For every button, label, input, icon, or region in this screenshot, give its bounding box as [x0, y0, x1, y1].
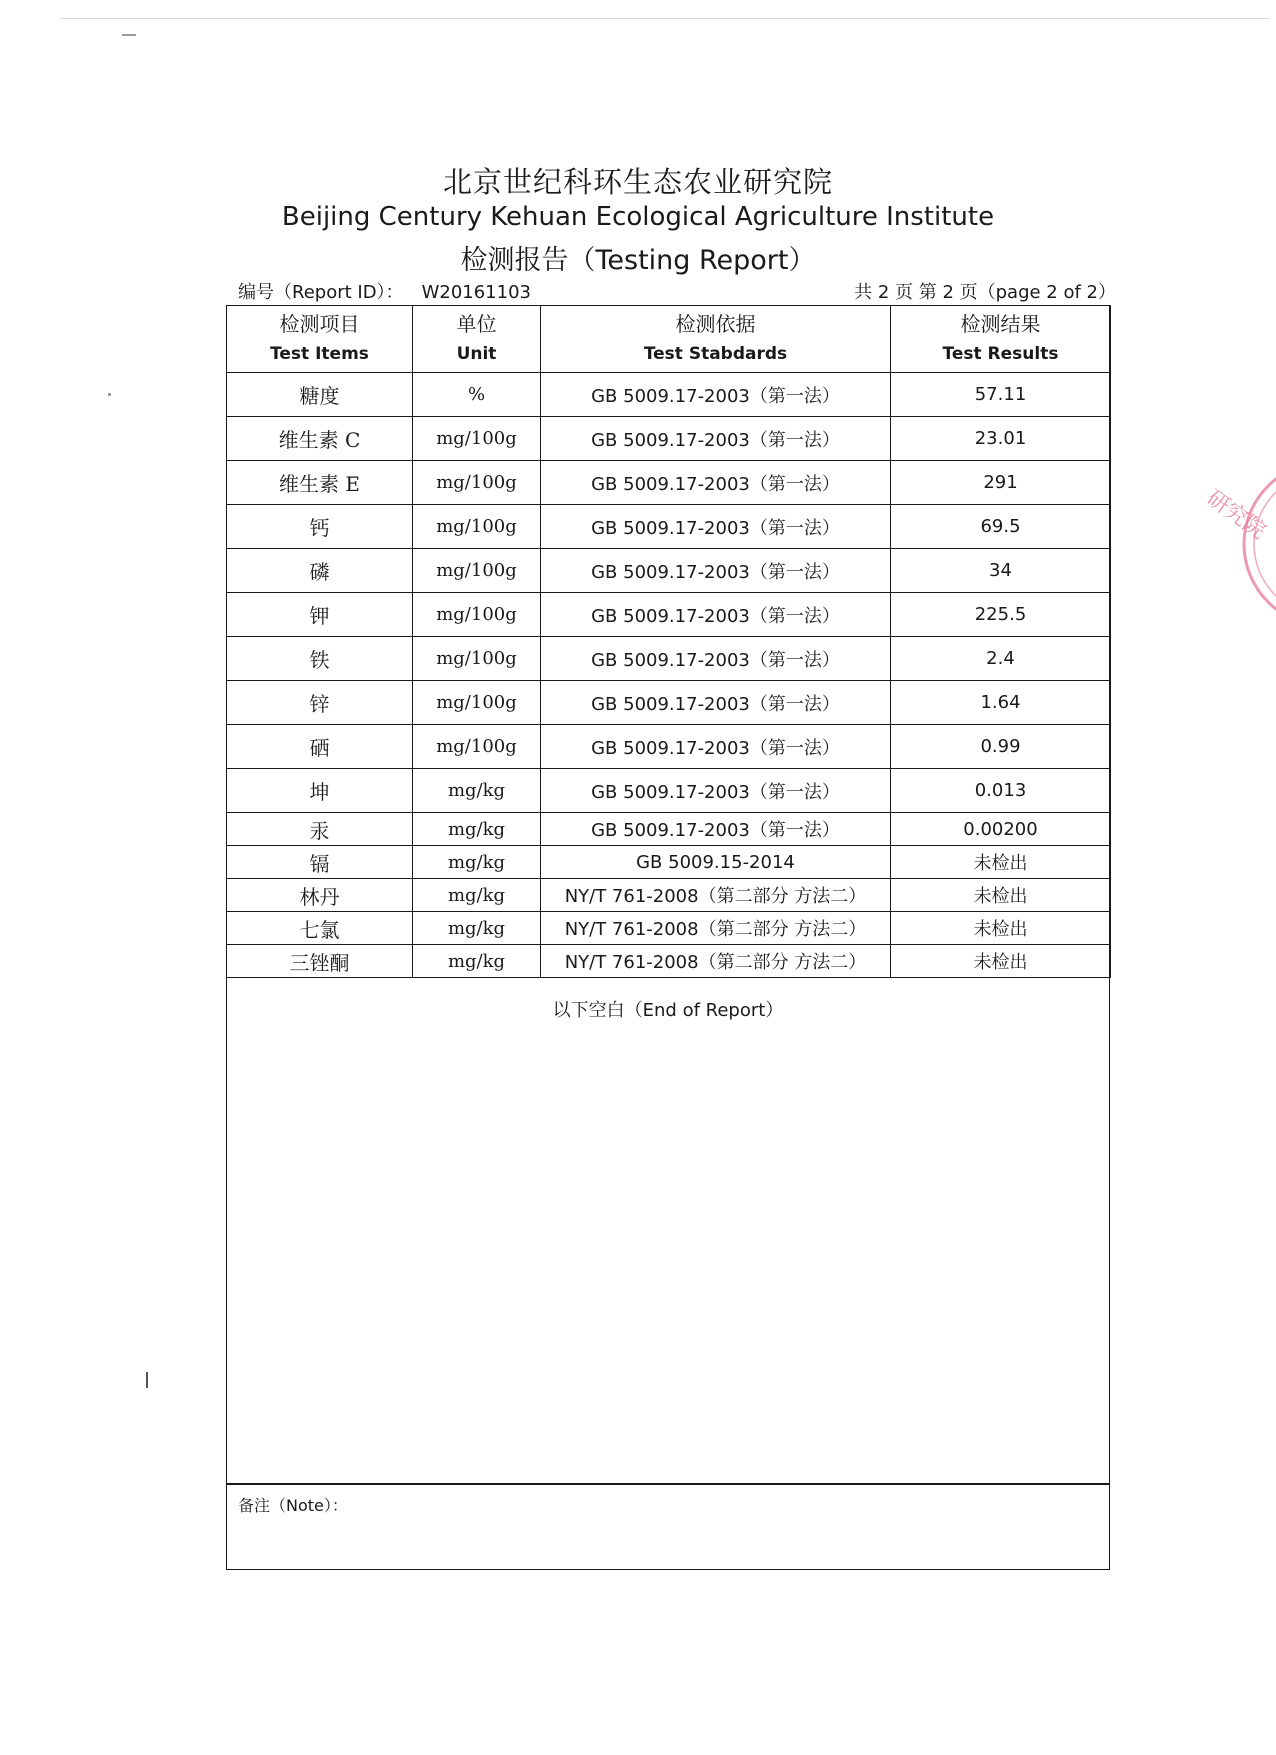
cell-standard: NY/T 761-2008（第二部分 方法二） [541, 879, 891, 912]
table-row [227, 505, 1111, 549]
report-id-value: W20161103 [421, 282, 531, 303]
cell-unit: mg/kg [413, 813, 541, 846]
cell-result: 0.013 [891, 769, 1111, 813]
institute-name-cn: 北京世纪科环生态农业研究院 [442, 165, 833, 199]
cell-standard: GB 5009.17-2003（第一法） [541, 417, 891, 461]
results-table [226, 305, 1111, 978]
cell-unit: mg/100g [413, 461, 541, 505]
header-en: Unit [456, 344, 497, 364]
note-divider [226, 1483, 1110, 1485]
cell-item: 铁 [227, 637, 413, 681]
official-seal [1196, 458, 1276, 630]
cell-unit: mg/100g [413, 637, 541, 681]
table-row [227, 813, 1111, 846]
note-label: 备注（Note）： [238, 1496, 348, 1515]
cell-standard: GB 5009.17-2003（第一法） [541, 681, 891, 725]
cell-item: 锌 [227, 681, 413, 725]
cell-unit: mg/100g [413, 417, 541, 461]
scan-speck [108, 393, 111, 396]
cell-result: 23.01 [891, 417, 1111, 461]
cell-item: 磷 [227, 549, 413, 593]
header-cn: 单位 [456, 312, 497, 336]
cell-standard: GB 5009.17-2003（第一法） [541, 505, 891, 549]
report-id [238, 278, 531, 304]
header-cn: 检测依据 [675, 312, 756, 336]
cell-item: 钾 [227, 593, 413, 637]
cell-unit: mg/100g [413, 681, 541, 725]
cell-result: 225.5 [891, 593, 1111, 637]
table-row [227, 593, 1111, 637]
cell-result: 291 [891, 461, 1111, 505]
cell-standard: GB 5009.17-2003（第一法） [541, 549, 891, 593]
header-unit [413, 306, 541, 373]
report-meta [238, 278, 1116, 304]
cell-result: 未检出 [891, 879, 1111, 912]
table-row [227, 681, 1111, 725]
cell-standard: GB 5009.17-2003（第一法） [541, 373, 891, 417]
scan-edge-line [60, 18, 1270, 19]
report-id-label: 编号（Report ID）： [238, 282, 404, 303]
cell-item: 汞 [227, 813, 413, 846]
cell-unit: mg/100g [413, 725, 541, 769]
header-en: Test Stabdards [643, 344, 788, 364]
cell-standard: GB 5009.15-2014 [541, 846, 891, 879]
cell-result: 1.64 [891, 681, 1111, 725]
table-row [227, 912, 1111, 945]
header-test-standards [541, 306, 891, 373]
cell-item: 钙 [227, 505, 413, 549]
institute-name-en: Beijing Century Kehuan Ecological Agriculture Institute [281, 202, 995, 232]
cell-result: 57.11 [891, 373, 1111, 417]
seal-ring-icon [1196, 458, 1276, 630]
cell-result: 34 [891, 549, 1111, 593]
report-title: 检测报告（Testing Report） [460, 245, 816, 276]
cell-standard: GB 5009.17-2003（第一法） [541, 769, 891, 813]
header-en: Test Results [942, 344, 1059, 364]
cell-standard: GB 5009.17-2003（第一法） [541, 461, 891, 505]
cell-unit: mg/100g [413, 593, 541, 637]
cell-result: 2.4 [891, 637, 1111, 681]
scan-speck [146, 1372, 148, 1388]
table-row [227, 769, 1111, 813]
table-row [227, 461, 1111, 505]
table-row [227, 373, 1111, 417]
cell-item: 林丹 [227, 879, 413, 912]
header-cn: 检测结果 [960, 312, 1041, 336]
header-en: Test Items [270, 344, 369, 364]
cell-item: 维生素 C [227, 417, 413, 461]
table-row [227, 879, 1111, 912]
cell-item: 三锉酮 [227, 945, 413, 978]
page-info: 共 2 页 第 2 页（page 2 of 2） [854, 282, 1116, 303]
cell-item: 硒 [227, 725, 413, 769]
cell-standard: GB 5009.17-2003（第一法） [541, 637, 891, 681]
seal-text: 研究院 [1201, 485, 1271, 545]
cell-item: 坤 [227, 769, 413, 813]
table-row [227, 725, 1111, 769]
cell-unit: mg/kg [413, 769, 541, 813]
cell-result: 未检出 [891, 912, 1111, 945]
cell-unit: mg/kg [413, 846, 541, 879]
table-row [227, 945, 1111, 978]
cell-standard: NY/T 761-2008（第二部分 方法二） [541, 912, 891, 945]
cell-item: 镉 [227, 846, 413, 879]
end-of-report: 以下空白（End of Report） [552, 1000, 784, 1021]
cell-unit: mg/kg [413, 912, 541, 945]
cell-unit: mg/kg [413, 879, 541, 912]
cell-item: 糖度 [227, 373, 413, 417]
cell-unit: mg/100g [413, 549, 541, 593]
cell-standard: GB 5009.17-2003（第一法） [541, 593, 891, 637]
cell-item: 维生素 E [227, 461, 413, 505]
table-row [227, 549, 1111, 593]
table-row [227, 846, 1111, 879]
cell-result: 未检出 [891, 945, 1111, 978]
header-test-items [227, 306, 413, 373]
header-cn: 检测项目 [279, 312, 360, 336]
cell-standard: GB 5009.17-2003（第一法） [541, 725, 891, 769]
table-row [227, 637, 1111, 681]
table-header-row [227, 306, 1111, 373]
cell-result: 69.5 [891, 505, 1111, 549]
table-row [227, 417, 1111, 461]
cell-unit: mg/100g [413, 505, 541, 549]
scan-speck [122, 34, 136, 36]
cell-unit: % [413, 373, 541, 417]
cell-item: 七氯 [227, 912, 413, 945]
cell-standard: NY/T 761-2008（第二部分 方法二） [541, 945, 891, 978]
header-test-results [891, 306, 1111, 373]
cell-unit: mg/kg [413, 945, 541, 978]
cell-result: 0.00200 [891, 813, 1111, 846]
cell-result: 未检出 [891, 846, 1111, 879]
cell-result: 0.99 [891, 725, 1111, 769]
cell-standard: GB 5009.17-2003（第一法） [541, 813, 891, 846]
